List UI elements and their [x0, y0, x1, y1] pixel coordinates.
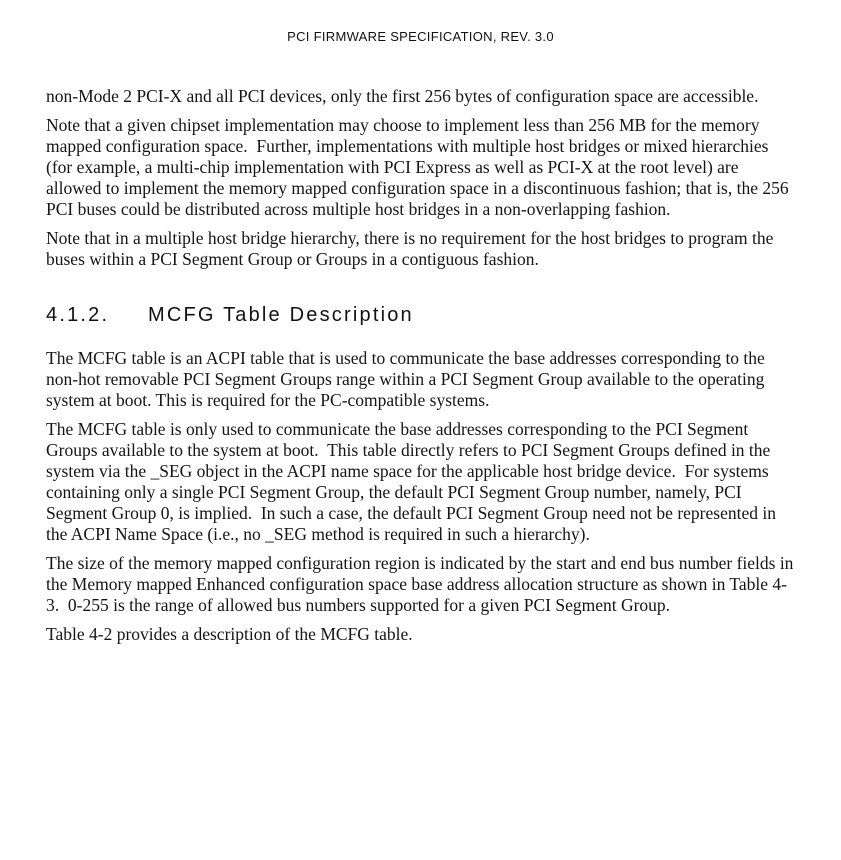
section-number: 4.1.2. [46, 304, 110, 326]
section-heading [46, 303, 796, 327]
page-body [46, 86, 796, 645]
paragraph: Table 4-2 provides a description of the MCFG table. [46, 624, 413, 644]
paragraph: non-Mode 2 PCI-X and all PCI devices, only the first 256 bytes of configuration space are accessible. [46, 86, 759, 106]
section-title: MCFG Table Description [148, 304, 414, 326]
paragraph: The MCFG table is only used to communicate the base addresses corresponding to the PCI Segment Groups available to the system at boot. This table directly refers to PCI Segment Groups defined in the system via the _SEG object in the ACPI name space for the applicable host bridge device. For systems containing only a single PCI Segment Group, the default PCI Segment Group number, namely, PCI Segment Group 0, is implied. In such a case, the default PCI Segment Group need not be represented in the ACPI Name Space (i.e., no _SEG method is required in such a hierarchy). [46, 419, 781, 544]
running-header: PCI FIRMWARE SPECIFICATION, REV. 3.0 [287, 29, 554, 44]
paragraph: The size of the memory mapped configuration region is indicated by the start and end bus number fields in the Memory mapped Enhanced configuration space base address allocation structure as shown in Table 4-3. 0-255 is the range of allowed bus numbers supported for a given PCI Segment Group. [46, 553, 798, 615]
paragraph: Note that a given chipset implementation may choose to implement less than 256 MB for the memory mapped configuration space. Further, implementations with multiple host bridges or mixed hierarchies (for example, a multi-chip implementation with PCI Express as well as PCI-X at the root level) are allowed to implement the memory mapped configuration space in a discontinuous fashion; that is, the 256 PCI buses could be distributed across multiple host bridges in a non-overlapping fashion. [46, 115, 793, 219]
paragraph: The MCFG table is an ACPI table that is used to communicate the base addresses corresponding to the non-hot removable PCI Segment Groups range within a PCI Segment Group available to the operating system at boot. This is required for the PC-compatible systems. [46, 348, 770, 410]
paragraph: Note that in a multiple host bridge hierarchy, there is no requirement for the host bridges to program the buses within a PCI Segment Group or Groups in a contiguous fashion. [46, 228, 778, 269]
